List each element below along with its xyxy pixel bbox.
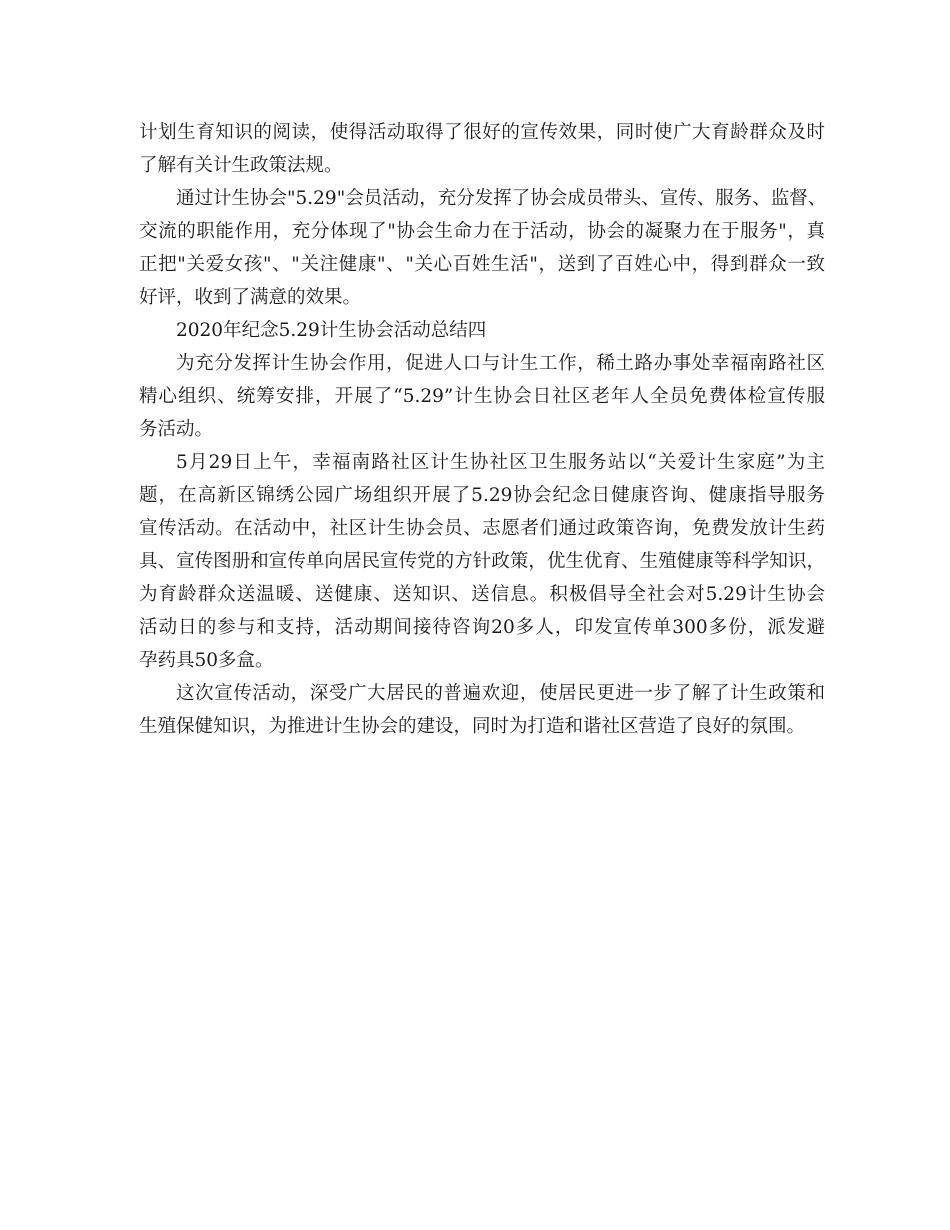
- section-heading: [139, 314, 825, 347]
- text-line: 孕药具50多盒。: [139, 650, 274, 671]
- paragraph: [139, 446, 825, 677]
- text-line: 这次宣传活动，深受广大居民的普遍欢迎，使居民更进一步了解了计生政策和: [176, 683, 825, 704]
- text-line: 了解有关计生政策法规。: [139, 155, 343, 176]
- text-line: 务活动。: [139, 419, 214, 440]
- paragraph: [139, 677, 825, 743]
- text-line: 通过计生协会"5.29"会员活动，充分发挥了协会成员带头、宣传、服务、监督、: [176, 188, 827, 209]
- text-line: 好评，收到了满意的效果。: [139, 287, 362, 308]
- text-line: 计划生育知识的阅读，使得活动取得了很好的宣传效果，同时使广大育龄群众及时: [139, 122, 825, 143]
- text-line: 5月29日上午，幸福南路社区计生协社区卫生服务站以“关爱计生家庭”为主: [176, 452, 825, 473]
- text-line: 精心组织、统筹安排，开展了“5.29”计生协会日社区老年人全员免费体检宣传服: [139, 386, 825, 407]
- paragraph: [139, 116, 825, 182]
- heading-line: 2020年纪念5.29计生协会活动总结四: [176, 320, 487, 341]
- text-line: 具、宣传图册和宣传单向居民宣传党的方针政策，优生优育、生殖健康等科学知识，: [139, 551, 825, 572]
- text-line: 正把"关爱女孩"、"关注健康"、"关心百姓生活"，送到了百姓心中，得到群众一致: [139, 254, 825, 275]
- text-line: 交流的职能作用，充分体现了"协会生命力在于活动，协会的凝聚力在于服务"，真: [139, 221, 825, 242]
- document-body: [139, 116, 825, 743]
- text-line: 活动日的参与和支持，活动期间接待咨询20多人，印发宣传单300多份，派发避: [139, 617, 825, 638]
- paragraph: [139, 182, 825, 314]
- text-line: 题，在高新区锦绣公园广场组织开展了5.29协会纪念日健康咨询、健康指导服务: [139, 485, 825, 506]
- text-line: 为充分发挥计生协会作用，促进人口与计生工作，稀土路办事处幸福南路社区: [176, 353, 825, 374]
- text-line: 为育龄群众送温暖、送健康、送知识、送信息。积极倡导全社会对5.29计生协会: [139, 584, 825, 605]
- text-line: 生殖保健知识，为推进计生协会的建设，同时为打造和谐社区营造了良好的氛围。: [139, 716, 806, 737]
- paragraph: [139, 347, 825, 446]
- text-line: 宣传活动。在活动中，社区计生协会员、志愿者们通过政策咨询，免费发放计生药: [139, 518, 825, 539]
